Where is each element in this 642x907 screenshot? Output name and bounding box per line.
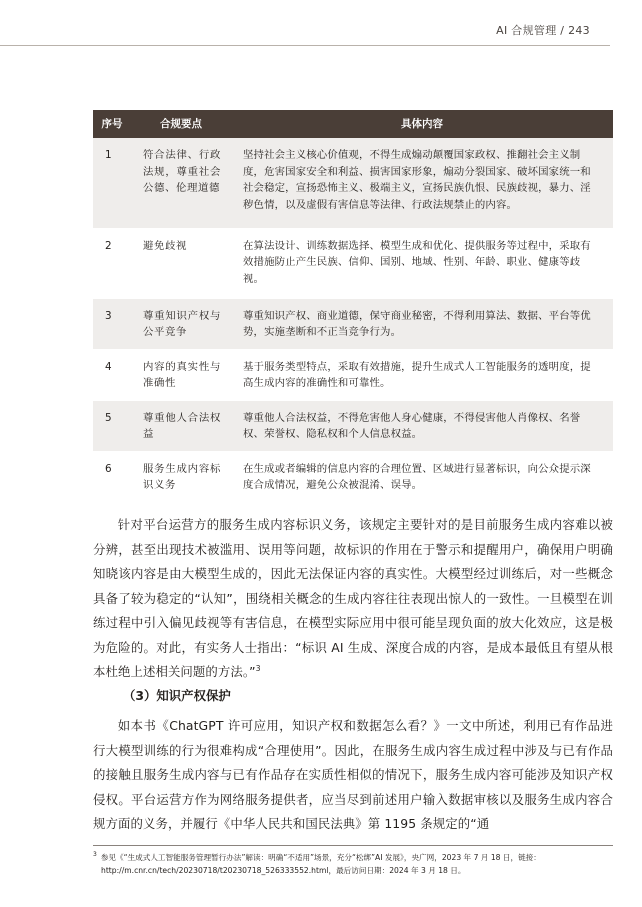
paragraph-text: 针对平台运营方的服务生成内容标识义务，该规定主要针对的是目前服务生成内容难以被分辨，甚至出现技术被滥用、误用等问题，故标识的作用在于警示和提醒用户，确保用户明确知晓该内容是由大模型生成的，因此无法保证内容的真实性。大模型经过训练后，对一些概念具备了较为稳定的“认知”，围绕相关概念的生成内容往往表现出惊人的一致性。一旦模型在训练过程中引入偏见歧视等有害信息，在模型实际应用中很可能呈现负面的放大化效应，这是极为危险的。对此，有实务人士指出：“标识 AI 生成、深度合成的内容，是成本最低且有望从根本杜绝上述相关问题的方法。” [93,517,613,679]
row-detail: 尊重知识产权、商业道德，保守商业秘密，不得利用算法、数据、平台等优势，实施垄断和不正当竞争行为。 [231,298,613,349]
column-header-key-point: 合规要点 [131,110,231,138]
row-key-point: 尊重知识产权与公平竞争 [131,298,231,349]
row-number: 5 [93,400,131,451]
footnote-citation: 参见《“生成式人工智能服务管理暂行办法”解读：明确“不适用”场景，充分“松绑”AI 发展》，央广网，2023 年 7 月 18 日，链接： [100,853,541,862]
row-number: 3 [93,298,131,349]
row-key-point: 内容的真实性与准确性 [131,349,231,400]
table-row [93,349,613,400]
footnote-number: 3 [93,851,97,859]
row-key-point: 服务生成内容标识义务 [131,451,231,502]
row-number: 2 [93,228,131,298]
running-header: AI 合规管理 / 243 [496,24,590,37]
footnote-divider [93,845,613,846]
table-row [93,228,613,298]
compliance-table [93,110,613,503]
row-number: 1 [93,138,131,228]
footnote-line [93,851,613,864]
row-detail: 在生成或者编辑的信息内容的合理位置、区域进行显著标识，向公众提示深度合成情况，避免公众被混淆、误导。 [231,451,613,502]
paragraph-text: 如本书《ChatGPT 许可应用，知识产权和数据怎么看？》一文中所述，利用已有作品进行大模型训练的行为很难构成“合理使用”。因此，在服务生成内容生成过程中涉及与已有作品的接触且服务生成内容与已有作品存在实质性相似的情况下，服务生成内容可能涉及知识产权侵权。平台运营方作为网络服务提供者，应当尽到前述用户输入数据审核以及服务生成内容合规方面的义务，并履行《中华人民共和国民法典》第 1195 条规定的“通 [93,718,613,831]
row-key-point: 避免歧视 [131,228,231,298]
row-number: 6 [93,451,131,502]
body-paragraph [93,714,613,837]
row-key-point: 尊重他人合法权益 [131,400,231,451]
footnote-reference[interactable]: 3 [255,663,261,673]
body-paragraph [93,513,613,685]
table-row [93,451,613,502]
row-key-point: 符合法律、行政法规，尊重社会公德、伦理道德 [131,138,231,228]
table-row [93,298,613,349]
row-detail: 基于服务类型特点，采取有效措施，提升生成式人工智能服务的透明度，提高生成内容的准确性和可靠性。 [231,349,613,400]
footnote-link[interactable]: http://m.cnr.cn/tech/20230718/t20230718_526333552.html，最后访问日期：2024 年 3 月 18 日。 [101,866,466,875]
row-detail: 在算法设计、训练数据选择、模型生成和优化、提供服务等过程中，采取有效措施防止产生民族、信仰、国别、地域、性别、年龄、职业、健康等歧视。 [231,228,613,298]
row-detail: 坚持社会主义核心价值观，不得生成煽动颠覆国家政权、推翻社会主义制度，危害国家安全和利益、损害国家形象，煽动分裂国家、破坏国家统一和社会稳定，宣扬恐怖主义、极端主义，宣扬民族仇恨、民族歧视，暴力、淫秽色情，以及虚假有害信息等法律、行政法规禁止的内容。 [231,138,613,228]
section-heading: （3）知识产权保护 [123,688,231,703]
row-number: 4 [93,349,131,400]
table-row [93,138,613,228]
table-header-row [93,110,613,138]
column-header-detail: 具体内容 [231,110,613,138]
column-header-number: 序号 [93,110,131,138]
row-detail: 尊重他人合法权益，不得危害他人身心健康，不得侵害他人肖像权、名誉权、荣誉权、隐私权和个人信息权益。 [231,400,613,451]
table-row [93,400,613,451]
footnote [93,851,613,877]
header-divider [0,45,610,46]
